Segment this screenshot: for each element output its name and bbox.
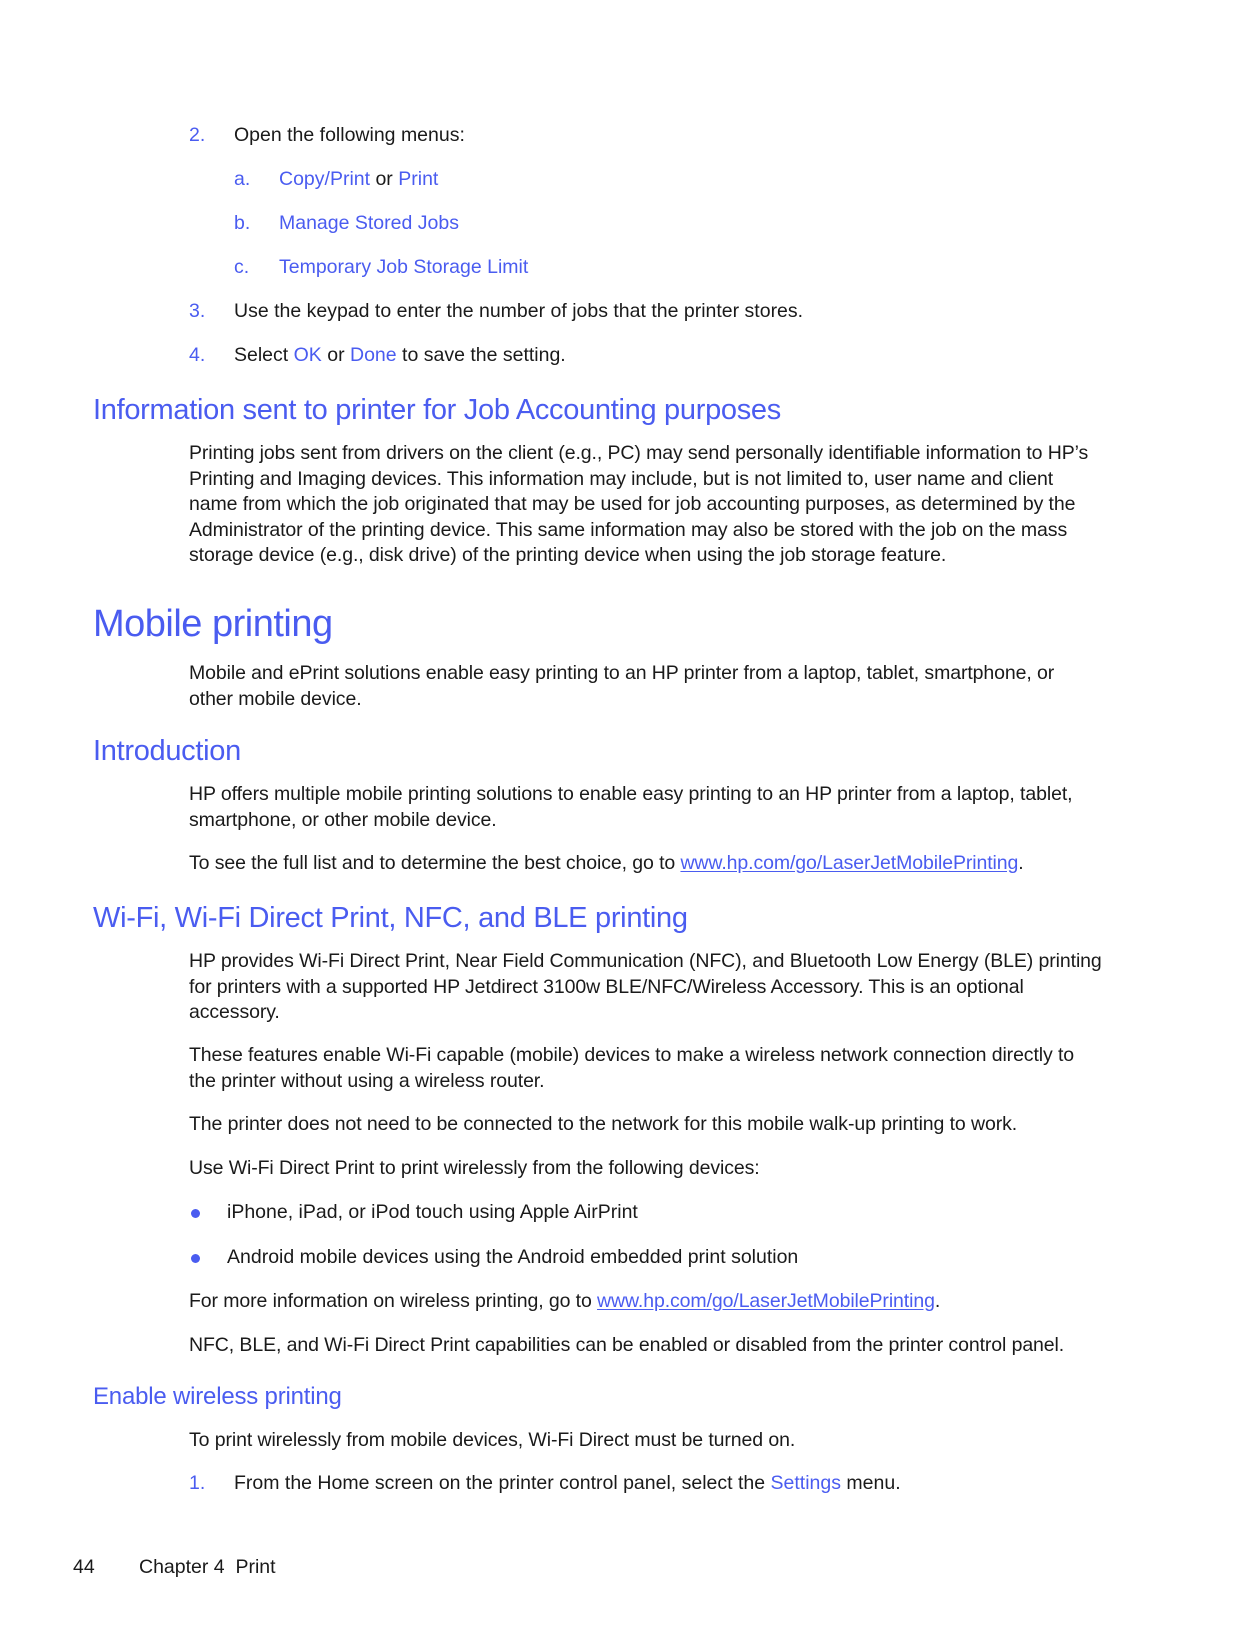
- wifi-paragraph-3: The printer does not need to be connected to the network for this mobile walk-up printing to work.: [189, 1113, 1018, 1135]
- enable-wireless-intro: To print wirelessly from mobile devices, Wi-Fi Direct must be turned on.: [189, 1429, 796, 1451]
- step-number: 4.: [189, 344, 206, 366]
- substep-letter: a.: [234, 168, 251, 190]
- paragraph-line: Mobile and ePrint solutions enable easy printing to an HP printer from a laptop, tablet, smartphone, or: [189, 662, 1055, 684]
- step-number: 2.: [189, 124, 206, 146]
- paragraph-text: To see the full list and to determine the best choice, go to: [189, 852, 681, 874]
- paragraph-text: For more information on wireless printing, go to: [189, 1290, 598, 1312]
- paragraph-line: Administrator of the printing device. This same information may also be stored with the job on the mass: [189, 518, 1068, 541]
- laserjet-mobile-printing-link[interactable]: www.hp.com/go/LaserJetMobilePrinting: [680, 852, 1019, 874]
- step-text: Open the following menus:: [234, 124, 465, 146]
- wifi-paragraph-5: NFC, BLE, and Wi-Fi Direct Print capabilities can be enabled or disabled from the printer control panel.: [189, 1334, 1065, 1356]
- substep-letter: b.: [234, 212, 251, 234]
- step-number: 3.: [189, 300, 206, 322]
- or-text: or: [370, 168, 399, 190]
- heading-wifi-nfc-ble: Wi-Fi, Wi-Fi Direct Print, NFC, and BLE printing: [93, 902, 688, 934]
- paragraph-line: HP offers multiple mobile printing solutions to enable easy printing to an HP printer from a laptop, tablet,: [189, 783, 1073, 805]
- introduction-link-paragraph: [189, 851, 1134, 877]
- paragraph-line: smartphone, or other mobile device.: [189, 808, 497, 831]
- menu-done: Done: [350, 344, 397, 366]
- job-accounting-paragraph: [189, 441, 1134, 569]
- step-text: From the Home screen on the printer control panel, select the: [234, 1472, 771, 1494]
- step-text: Use the keypad to enter the number of jobs that the printer stores.: [234, 300, 804, 322]
- step-text: menu.: [841, 1472, 901, 1494]
- paragraph-line: name from which the job originated that may be used for job accounting purposes, as determined by the: [189, 493, 1076, 515]
- paragraph-line: storage device (e.g., disk drive) of the printing device when using the job storage feature.: [189, 544, 947, 566]
- list-item-text: iPhone, iPad, or iPod touch using Apple AirPrint: [227, 1201, 638, 1223]
- paragraph-line: accessory.: [189, 1001, 280, 1023]
- menu-manage-stored-jobs: Manage Stored Jobs: [279, 212, 459, 234]
- step-text: to save the setting.: [396, 344, 566, 366]
- wifi-paragraph-2: [189, 1043, 1134, 1094]
- heading-job-accounting: Information sent to printer for Job Accounting purposes: [93, 394, 781, 426]
- laserjet-mobile-printing-link-2[interactable]: www.hp.com/go/LaserJetMobilePrinting: [597, 1290, 935, 1312]
- list-item-text: Android mobile devices using the Android embedded print solution: [227, 1246, 799, 1268]
- wifi-paragraph-4: Use Wi-Fi Direct Print to print wirelessly from the following devices:: [189, 1157, 760, 1179]
- wifi-link-paragraph: [189, 1289, 1134, 1315]
- heading-introduction: Introduction: [93, 735, 241, 767]
- menu-print: Print: [398, 168, 439, 190]
- menu-ok: OK: [293, 344, 322, 366]
- step-text: Select: [234, 344, 294, 366]
- paragraph-line: HP provides Wi-Fi Direct Print, Near Field Communication (NFC), and Bluetooth Low Energy (BLE) printing: [189, 950, 1102, 972]
- bullet-icon: [191, 1209, 200, 1218]
- step-number: 1.: [189, 1472, 206, 1494]
- heading-mobile-printing: Mobile printing: [93, 603, 333, 645]
- chapter-title: Chapter 4 Print: [139, 1556, 276, 1578]
- menu-settings: Settings: [770, 1472, 841, 1494]
- mobile-printing-paragraph: [189, 661, 1134, 712]
- page-number: 44: [73, 1556, 95, 1578]
- menu-copy-print: Copy/Print: [279, 168, 371, 190]
- paragraph-line: Printing and Imaging devices. This information may include, but is not limited to, user name and client: [189, 467, 1054, 490]
- paragraph-line: These features enable Wi-Fi capable (mobile) devices to make a wireless network connection directly to: [189, 1044, 1075, 1066]
- paragraph-line: other mobile device.: [189, 687, 362, 710]
- paragraph-line: Printing jobs sent from drivers on the client (e.g., PC) may send personally identifiable information to HP’s: [189, 442, 1089, 464]
- bullet-icon: [191, 1254, 200, 1263]
- paragraph-text: .: [1018, 852, 1024, 874]
- paragraph-line: the printer without using a wireless router.: [189, 1069, 545, 1092]
- step-text: or: [321, 344, 350, 366]
- substep-letter: c.: [234, 256, 250, 278]
- paragraph-line: for printers with a supported HP Jetdirect 3100w BLE/NFC/Wireless Accessory. This is an optional: [189, 975, 1024, 998]
- menu-temporary-job-storage-limit: Temporary Job Storage Limit: [279, 256, 529, 278]
- paragraph-text: .: [934, 1290, 941, 1312]
- heading-enable-wireless-printing: Enable wireless printing: [93, 1383, 342, 1410]
- wifi-paragraph-1: [189, 949, 1134, 1026]
- introduction-paragraph: [189, 782, 1134, 833]
